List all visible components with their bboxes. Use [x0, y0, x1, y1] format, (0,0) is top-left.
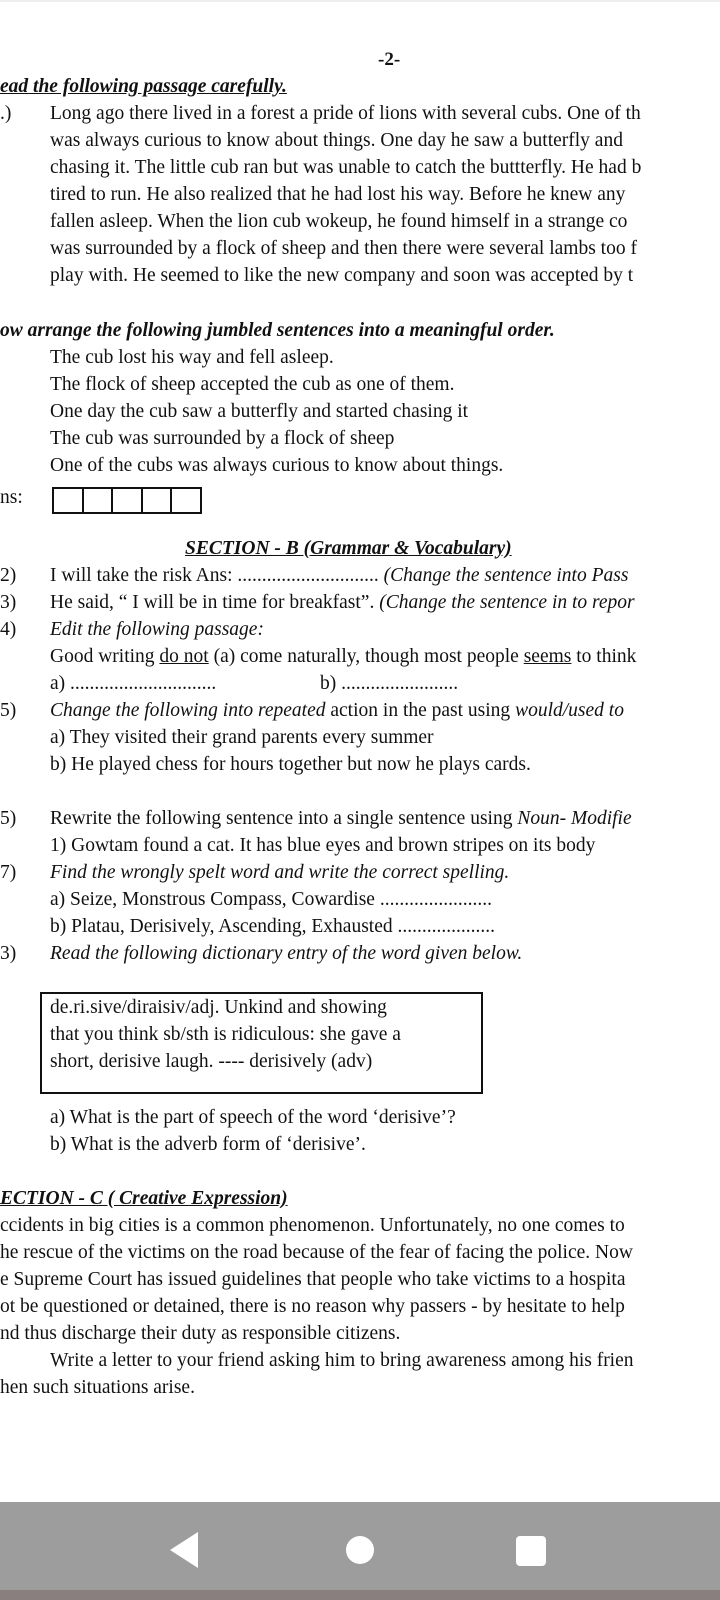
question-instruction: (Change the sentence into Pass — [383, 565, 629, 586]
jumbled-sentence: One of the cubs was always curious to know about things. — [50, 455, 504, 476]
item-a: a) They visited their grand parents every summer — [50, 727, 434, 748]
question-instruction: Change the following into repeated — [50, 700, 326, 721]
question-text: Rewrite the following sentence into a single sentence using — [50, 808, 518, 829]
question-number: 4) — [0, 619, 17, 640]
question-number: 3) — [0, 943, 17, 964]
section-c-heading: ECTION - C ( Creative Expression) — [0, 1188, 288, 1209]
jumbled-sentence: The cub lost his way and fell asleep. — [50, 347, 334, 368]
section-b-heading: SECTION - B (Grammar & Vocabulary) — [185, 538, 512, 559]
passage-line: tired to run. He also realized that he had lost his way. Before he knew any — [50, 184, 626, 205]
page-number: -2- — [378, 49, 401, 70]
passage-line: fallen asleep. When the lion cub wokeup, he found himself in a strange co — [50, 211, 628, 232]
jumbled-sentence: The flock of sheep accepted the cub as one of them. — [50, 374, 455, 395]
error-word: do not — [159, 646, 209, 667]
question-instruction: Find the wrongly spelt word and write the correct spelling. — [50, 862, 510, 883]
question-5 — [50, 697, 624, 724]
answer-box — [54, 489, 84, 512]
passage-line: nd thus discharge their duty as responsible citizens. — [0, 1323, 401, 1344]
task-line: hen such situations arise. — [0, 1377, 195, 1398]
reading-instruction: ead the following passage carefully. — [0, 76, 287, 97]
passage-text: (a) come naturally, though most people — [208, 646, 524, 667]
answer-box — [84, 489, 114, 512]
item-a: a) What is the part of speech of the word ‘derisive’? — [50, 1107, 456, 1128]
passage-line: chasing it. The little cub ran but was unable to catch the buttterfly. He had b — [50, 157, 642, 178]
back-icon[interactable] — [170, 1532, 198, 1568]
jumbled-sentence: The cub was surrounded by a flock of sheep — [50, 428, 395, 449]
blank-a: a) .............................. — [50, 673, 217, 694]
home-icon[interactable] — [346, 1536, 374, 1564]
recent-apps-icon[interactable] — [516, 1536, 546, 1566]
question-instruction: (Change the sentence in to repor — [379, 592, 635, 613]
question-instruction: Read the following dictionary entry of the word given below. — [50, 943, 523, 964]
question-text: action in the past using — [325, 700, 516, 721]
blank-b: b) ........................ — [320, 673, 459, 694]
answer-boxes — [52, 487, 202, 514]
android-navigation-bar — [0, 1502, 720, 1600]
question-number: 5) — [0, 808, 17, 829]
page-top-edge — [0, 0, 720, 2]
question-number: 5) — [0, 700, 17, 721]
question-number: 3) — [0, 592, 17, 613]
jumbled-instruction: ow arrange the following jumbled sentences into a meaningful order. — [0, 320, 555, 341]
question-text: I will take the risk Ans: ............................. — [50, 565, 384, 586]
jumbled-sentence: One day the cub saw a butterfly and started chasing it — [50, 401, 469, 422]
item-b: b) He played chess for hours together but now he plays cards. — [50, 754, 531, 775]
passage-line: play with. He seemed to like the new company and soon was accepted by t — [50, 265, 634, 286]
passage-line: he rescue of the victims on the road because of the fear of facing the police. Now — [0, 1242, 633, 1263]
question-instruction: Edit the following passage: — [50, 619, 264, 640]
passage-line: e Supreme Court has issued guidelines that people who take victims to a hospita — [0, 1269, 626, 1290]
passage-line: was always curious to know about things. One day he saw a butterfly and — [50, 130, 623, 151]
item-b: b) What is the adverb form of ‘derisive’. — [50, 1134, 366, 1155]
question-instruction: Noun- Modifie — [517, 808, 632, 829]
task-line: Write a letter to your friend asking him to bring awareness among his frien — [50, 1350, 634, 1371]
answer-box — [172, 489, 200, 512]
item-a: a) Seize, Monstrous Compass, Cowardise ....................... — [50, 889, 492, 910]
dictionary-entry-line: de.ri.sive/diraisiv/adj. Unkind and showing — [50, 997, 387, 1018]
answer-box — [113, 489, 143, 512]
navbar-bottom-strip — [0, 1590, 720, 1600]
answer-box — [143, 489, 173, 512]
question-text: He said, “ I will be in time for breakfast”. — [50, 592, 380, 613]
answer-label: ns: — [0, 487, 23, 508]
item-b: b) Platau, Derisively, Ascending, Exhausted .................... — [50, 916, 495, 937]
passage-line: was surrounded by a flock of sheep and then there were several lambs too f — [50, 238, 637, 259]
dictionary-entry-line: short, derisive laugh. ---- derisively (adv) — [50, 1051, 373, 1072]
passage-text: Good writing — [50, 646, 160, 667]
question-number: 2) — [0, 565, 17, 586]
dictionary-entry-line: that you think sb/sth is ridiculous: she gave a — [50, 1024, 401, 1045]
passage-text: to think — [571, 646, 637, 667]
passage-line: ccidents in big cities is a common phenomenon. Unfortunately, no one comes to — [0, 1215, 625, 1236]
question-6 — [50, 805, 632, 832]
question-2 — [50, 562, 628, 589]
question-instruction: would/used to — [515, 700, 624, 721]
error-word: seems — [523, 646, 572, 667]
item-1: 1) Gowtam found a cat. It has blue eyes and brown stripes on its body — [50, 835, 596, 856]
question-number: .) — [0, 103, 12, 124]
passage-line: ot be questioned or detained, there is no reason why passers - by hesitate to help — [0, 1296, 625, 1317]
question-3 — [50, 589, 635, 616]
question-number: 7) — [0, 862, 17, 883]
edit-passage — [50, 643, 636, 670]
passage-line: Long ago there lived in a forest a pride of lions with several cubs. One of th — [50, 103, 641, 124]
